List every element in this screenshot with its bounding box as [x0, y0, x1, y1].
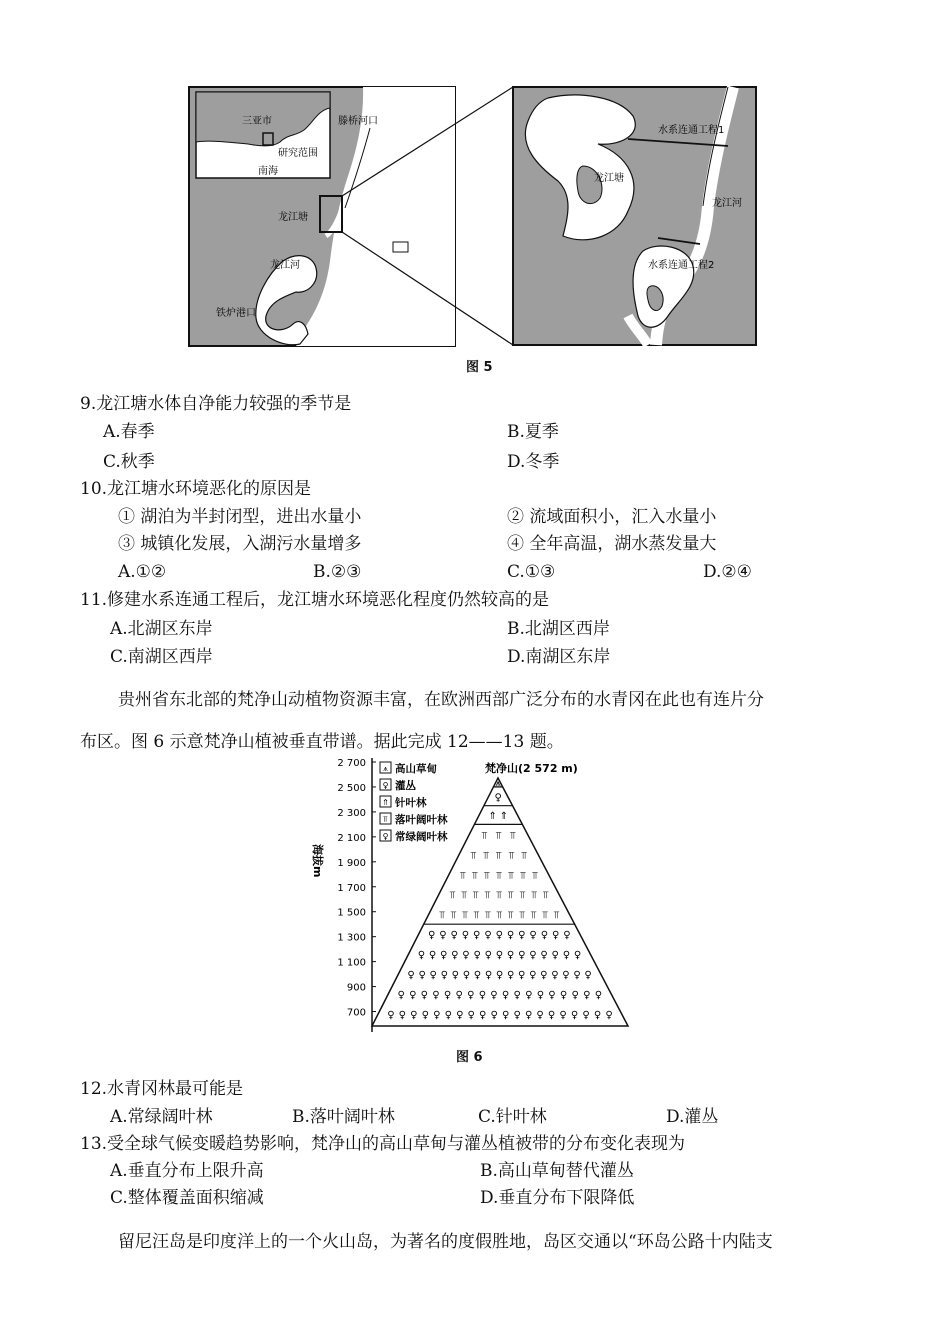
q10-statement-1: ① 湖泊为半封闭型，进出水量小: [118, 507, 362, 527]
q13-stem: 13.受全球气候变暖趋势影响，梵净山的高山草甸与灌丛植被带的分布变化表现为: [80, 1134, 686, 1154]
q11-option-c: C.南湖区西岸: [110, 647, 213, 667]
y-tick-label: 1 700: [337, 882, 366, 894]
y-tick-label: 1 100: [337, 957, 366, 969]
label-longjianghe: 龙江河: [270, 260, 300, 271]
belt-symbol: ⫪: [459, 870, 466, 882]
belt-symbol: ♀: [529, 950, 537, 962]
q11-option-d: D.南湖区东岸: [507, 647, 611, 667]
belt-symbol: ♀: [529, 970, 537, 982]
belt-symbol: ⫪: [519, 890, 526, 902]
figure-5-caption: 图 5: [466, 360, 493, 375]
y-tick-label: 1 300: [337, 932, 366, 944]
belt-symbol: ♀: [562, 950, 571, 962]
belt-symbol: ⫪: [496, 910, 502, 922]
belt-symbol: ♀: [451, 970, 460, 982]
belt-symbol: ⫪: [484, 910, 491, 922]
belt-symbol: ♀: [605, 1010, 613, 1022]
belt-symbol: ⫪: [484, 890, 491, 902]
belt-symbol: ⫪: [509, 830, 516, 842]
q11-stem: 11.修建水系连通工程后，龙江塘水环境恶化程度仍然较高的是: [80, 590, 550, 610]
belt-symbol: ⫪: [532, 870, 538, 882]
belt-symbol: ♀: [536, 990, 545, 1002]
label-tengqiao: 滕桥河口: [338, 116, 378, 127]
y-tick-label: 2 700: [337, 758, 366, 769]
y-tick-label: 1 500: [337, 907, 366, 919]
belt-symbol: ⫪: [507, 890, 514, 902]
legend-label: 高山草甸: [395, 763, 437, 775]
belt-symbol: ♀: [571, 990, 579, 1002]
y-tick-label: 700: [346, 1007, 366, 1019]
q10-option-c: C.①③: [507, 562, 556, 582]
belt-symbol: ♀: [582, 1010, 590, 1022]
belt-symbol: ⫪: [495, 870, 502, 882]
belt-symbol: ♀: [427, 930, 436, 942]
belt-symbol: ⫪: [542, 890, 549, 902]
belt-symbol: ⫪: [507, 870, 514, 882]
legend: [380, 762, 448, 843]
belt-symbol: ♀: [462, 950, 470, 962]
belt-symbol: ⫪: [495, 850, 502, 862]
belt-symbol: ⫪: [542, 910, 548, 922]
label-sanya: 三亚市: [242, 116, 272, 127]
belt-symbol: ⫪: [483, 870, 490, 882]
belt-symbol: ♀: [518, 950, 526, 962]
belt-symbol: ♀: [410, 1010, 418, 1022]
belt-symbol: ⫪: [521, 850, 527, 862]
belt-symbol: ⫪: [553, 910, 560, 922]
q10-statement-4: ④ 全年高温，湖水蒸发量大: [507, 534, 717, 554]
belt-symbol: ♀: [440, 950, 448, 962]
belt-symbol: ♀: [421, 1010, 429, 1022]
belt-symbol: ♀: [540, 950, 548, 962]
q12-option-b: B.落叶阔叶林: [292, 1107, 395, 1127]
belt-symbol: ♀: [479, 1010, 487, 1022]
q9-option-d: D.冬季: [507, 452, 560, 472]
legend-label: 常绿阔叶林: [395, 831, 448, 843]
belt-symbol: ⫪: [481, 830, 488, 842]
belt-symbol: ♀: [495, 970, 504, 982]
legend-label: 针叶林: [395, 797, 427, 809]
belt-symbol: ⫪: [461, 910, 468, 922]
label-south-sea: 南海: [258, 166, 278, 177]
belt-symbol: ♀: [450, 930, 458, 942]
intro3-line1: 留尼汪岛是印度洋上的一个火山岛，为著名的度假胜地，岛区交通以“环岛公路十内陆支: [118, 1232, 773, 1252]
belt-symbol: ♀: [461, 930, 470, 942]
belt-symbol: ♀: [506, 950, 515, 962]
belt-symbol: ⫪: [470, 850, 477, 862]
belt-symbol: ♀: [501, 990, 510, 1002]
belt-symbol: ♀: [420, 990, 429, 1002]
belt-symbol: ♀: [443, 990, 452, 1002]
belt-symbol: ⫪: [439, 910, 445, 922]
belt-symbol: ♀: [494, 792, 502, 804]
q9-option-b: B.夏季: [507, 422, 559, 442]
belt-symbol: ⩚: [495, 778, 501, 790]
label-longjiangtang: 龙江塘: [278, 212, 308, 223]
belt-symbol: ♀: [518, 930, 526, 942]
q13-option-a: A.垂直分布上限升高: [110, 1161, 264, 1181]
intro2-line2: 布区。图 6 示意梵净山植被垂直带谱。据此完成 12——13 题。: [80, 732, 564, 752]
legend-symbol: ⫪: [383, 815, 388, 824]
q9-stem: 9.龙江塘水体自净能力较强的季节是: [80, 394, 352, 414]
figure-5-map: [188, 86, 758, 348]
q12-stem: 12.水青冈林最可能是: [80, 1079, 244, 1099]
belt-symbol: ♀: [570, 1010, 579, 1022]
q10-option-b: B.②③: [313, 562, 362, 582]
y-tick-label: 900: [346, 982, 366, 994]
belt-symbol: ♀: [428, 950, 437, 962]
belt-symbol: ♀: [548, 990, 556, 1002]
figure-6-caption: 图 6: [456, 1050, 483, 1065]
belt-symbol: ⫪: [519, 910, 525, 922]
q10-stem: 10.龙江塘水环境恶化的原因是: [80, 479, 312, 499]
belt-symbol: ⫪: [483, 850, 489, 862]
belt-symbol: ♀: [594, 990, 603, 1002]
belt-symbol: ♀: [409, 990, 417, 1002]
belt-symbol: ♀: [529, 930, 537, 942]
q10-option-d: D.②④: [703, 562, 752, 582]
belt-symbol: ♀: [524, 1010, 533, 1022]
belt-symbol: ♀: [506, 930, 515, 942]
belt-symbol: ♀: [462, 970, 471, 982]
belt-symbol: ♀: [513, 1010, 521, 1022]
belt-symbol: ⫪: [473, 910, 480, 922]
belt-symbol: ♀: [513, 990, 521, 1002]
belt-symbol: ♀: [536, 1010, 544, 1022]
q12-option-d: D.灌丛: [666, 1107, 719, 1127]
belt-symbol: ⫪: [531, 890, 537, 902]
island: [393, 242, 408, 252]
belt-symbol: ♀: [429, 970, 437, 982]
y-tick-label: 1 900: [337, 857, 366, 869]
belt-symbol: ♀: [559, 1010, 567, 1022]
belt-symbol: ♀: [397, 990, 405, 1002]
zoom-map-panel: [513, 87, 756, 345]
q10-option-a: A.①②: [118, 562, 167, 582]
legend-symbol: ⩚: [383, 764, 388, 773]
belt-symbol: ♀: [559, 990, 568, 1002]
q12-option-a: A.常绿阔叶林: [110, 1107, 213, 1127]
belt-symbol: ♀: [467, 990, 475, 1002]
belt-symbol: ♀: [432, 990, 440, 1002]
belt-symbol: ⫪: [496, 890, 502, 902]
belt-symbol: ♀: [456, 1010, 464, 1022]
legend-symbol: ⇑: [382, 798, 389, 807]
belt-symbol: ♀: [467, 1010, 475, 1022]
belt-symbol: ♀: [451, 950, 459, 962]
belt-symbol: ♀: [473, 950, 481, 962]
belt-symbol: ♀: [495, 930, 503, 942]
belt-symbol: ⫪: [507, 910, 514, 922]
q9-option-c: C.秋季: [103, 452, 155, 472]
label-project-1: 水系连通工程1: [658, 125, 725, 136]
q12-option-c: C.针叶林: [478, 1107, 547, 1127]
q10-statement-2: ② 流域面积小，汇入水量小: [507, 507, 717, 527]
main-map-panel: [189, 87, 455, 346]
q13-option-b: B.高山草甸替代灌丛: [480, 1161, 634, 1181]
belt-symbol: ♀: [478, 990, 487, 1002]
q11-option-a: A.北湖区东岸: [110, 619, 213, 639]
label-zoom-longjianghe: 龙江河: [712, 198, 742, 209]
q13-option-d: D.垂直分布下限降低: [480, 1188, 635, 1208]
legend-label: 灌丛: [395, 780, 416, 792]
belt-symbol: ♀: [551, 970, 559, 982]
belt-symbol: ⇑: [499, 811, 509, 823]
belt-symbol: ♀: [455, 990, 463, 1002]
q13-option-c: C.整体覆盖面积缩减: [110, 1188, 264, 1208]
belt-symbol: ⫪: [495, 830, 502, 842]
belt-symbol: ⇑: [488, 811, 497, 823]
belt-symbol: ♀: [506, 970, 515, 982]
belt-symbol: ⫪: [530, 910, 537, 922]
legend-symbol: ♀: [382, 832, 389, 841]
label-tielu: 铁炉港口: [216, 308, 256, 319]
belt-symbol: ♀: [484, 930, 492, 942]
belt-symbol: ♀: [547, 1010, 556, 1022]
belt-symbol: ♀: [473, 930, 481, 942]
belt-symbol: ♀: [518, 970, 526, 982]
q11-option-b: B.北湖区西岸: [507, 619, 610, 639]
belt-symbol: ♀: [540, 930, 549, 942]
y-tick-label: 2 500: [337, 782, 366, 794]
belt-symbol: ♀: [490, 990, 498, 1002]
label-zoom-longjiangtang: 龙江塘: [594, 173, 624, 184]
belt-symbol: ♀: [418, 970, 426, 982]
y-tick-label: 2 300: [337, 807, 366, 819]
belt-symbol: ♀: [573, 970, 581, 982]
belt-symbol: ♀: [433, 1010, 441, 1022]
belt-symbol: ⫪: [450, 910, 457, 922]
belt-symbol: ⫪: [461, 890, 467, 902]
belt-symbol: ⫪: [472, 890, 479, 902]
belt-symbol: ♀: [525, 990, 533, 1002]
belt-symbol: ♀: [473, 970, 482, 982]
belt-symbol: ♀: [484, 970, 493, 982]
belt-symbol: ♀: [484, 950, 492, 962]
belt-symbol: ♀: [398, 1010, 406, 1022]
belt-symbol: ♀: [540, 970, 548, 982]
legend-label: 落叶阔叶林: [395, 814, 448, 826]
belt-symbol: ♀: [583, 990, 591, 1002]
y-axis-label: 海拔m: [311, 844, 324, 878]
belt-symbol: ♀: [584, 970, 592, 982]
belt-symbol: ⫪: [520, 870, 526, 882]
belt-symbol: ♀: [439, 930, 447, 942]
figure-6-chart: [300, 754, 640, 1036]
belt-symbol: ♀: [563, 930, 571, 942]
q10-statement-3: ③ 城镇化发展，入湖污水量增多: [118, 534, 362, 554]
belt-symbol: ⫪: [508, 850, 515, 862]
belt-symbol: ♀: [551, 950, 559, 962]
q9-option-a: A.春季: [103, 422, 155, 442]
legend-symbol: ♀: [382, 781, 389, 790]
intro2-line1: 贵州省东北部的梵净山动植物资源丰富，在欧洲西部广泛分布的水青冈在此也有连片分: [118, 690, 764, 710]
y-tick-label: 2 100: [337, 832, 366, 844]
belt-symbol: ♀: [417, 950, 426, 962]
label-study-area: 研究范围: [278, 148, 318, 159]
belt-symbol: ⫪: [471, 870, 478, 882]
label-project-2: 水系连通工程2: [648, 260, 715, 271]
belt-symbol: ⫪: [449, 890, 456, 902]
belt-symbol: ♀: [490, 1010, 498, 1022]
belt-symbol: ♀: [387, 1010, 395, 1022]
belt-symbol: ♀: [593, 1010, 602, 1022]
belt-symbol: ♀: [407, 970, 415, 982]
belt-symbol: ♀: [551, 930, 560, 942]
belt-symbol: ♀: [440, 970, 448, 982]
belt-symbol: ♀: [501, 1010, 510, 1022]
belt-symbol: ♀: [495, 950, 504, 962]
belt-symbol: ♀: [562, 970, 570, 982]
belt-symbol: ♀: [573, 950, 582, 962]
peak-label: 梵净山(2 572 m): [485, 762, 578, 775]
belt-symbol: ♀: [444, 1010, 452, 1022]
